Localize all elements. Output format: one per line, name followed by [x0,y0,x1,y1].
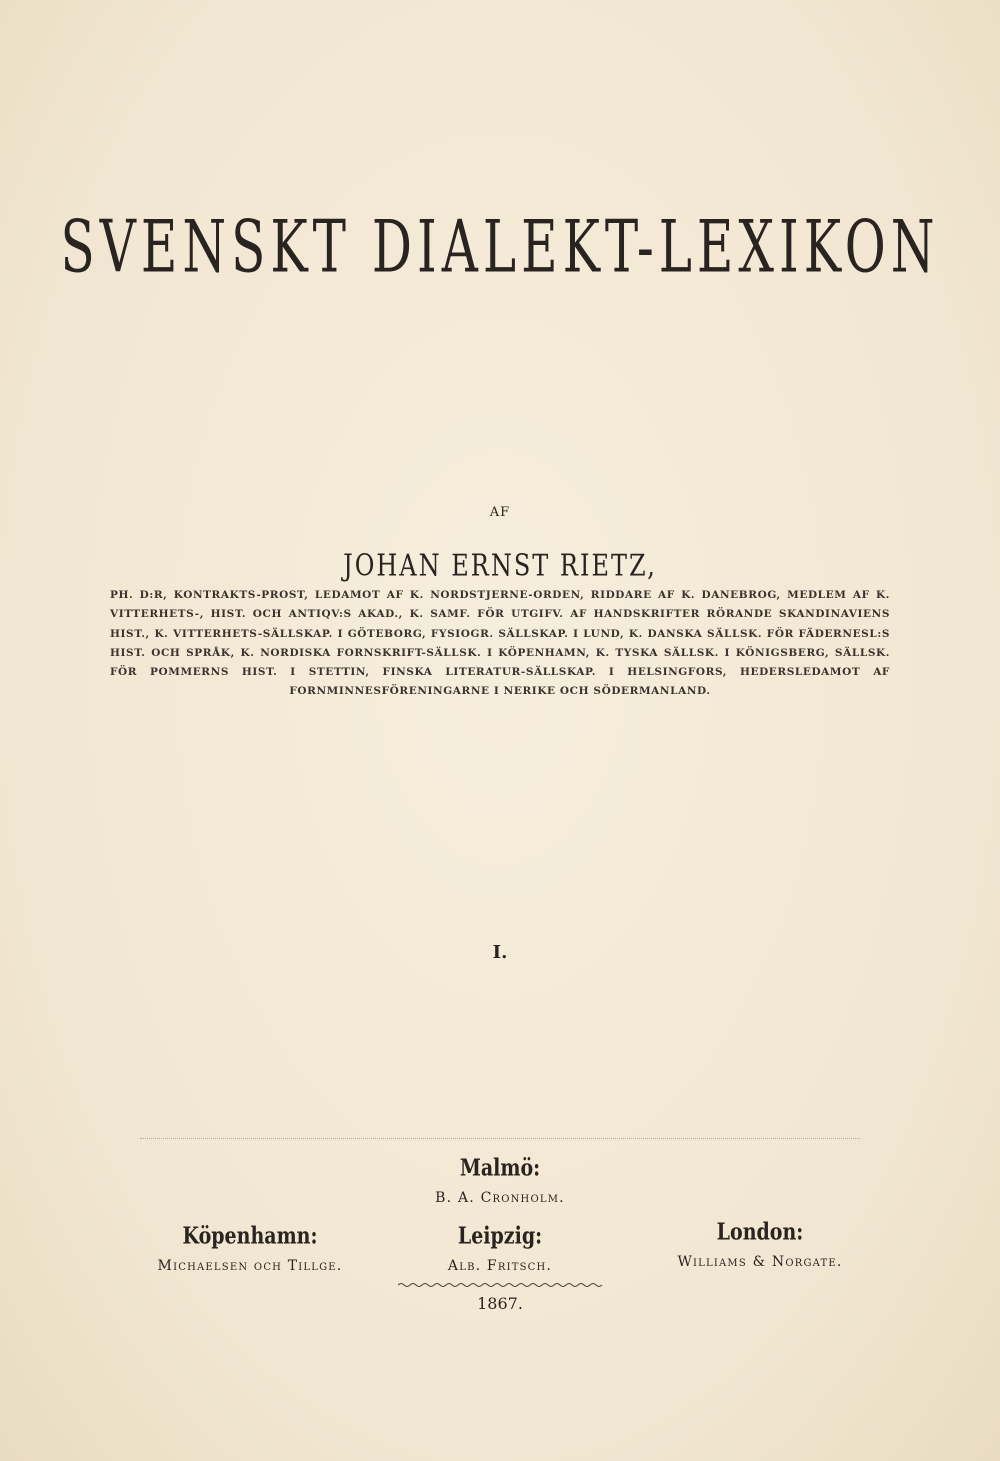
publisher-city-london: London: [716,1218,804,1246]
publisher-city-malmo: Malmö: [459,1154,541,1182]
publisher-name-kopenhamn: Michaelsen och Tillge. [157,1258,343,1274]
by-label: AF [489,505,511,520]
author-name: JOHAN ERNST RIETZ, [343,548,657,583]
book-title: SVENSKT DIALEKT-LEXIKON [60,205,940,290]
wavy-rule [398,1282,604,1288]
author-credentials: PH. D:R, KONTRAKTS-PROST, LEDAMOT AF K. NORDSTJERNE-ORDEN, RIDDARE AF K. DANEBROG, MEDLEM AF K. VITTERHETS-, HIST. OCH ANTIQV:S AKAD., K. SAMF. FÖR UTGIFV. AF HANDSKRIFTER RÖRANDE SKANDINAVIENS HIST., K. VITTERHETS-SÄLLSKAP. I GÖTEBORG, FYSIOGR. SÄLLSKAP. I LUND, K. DANSKA SÄLLSK. FÖR FÄDERNESL:S HIST. OCH SPRÅK, K. NORDISKA FORNSKRIFT-SÄLLSK. I KÖPENHAMN, K. TYSKA SÄLLSK. I KÖNIGSBERG, SÄLLSK. FÖR POMMERNS HIST. I STETTIN, FINSKA LITERATUR-SÄLLSKAP. I HELSINGFORS, HEDERSLEDAMOT AF FORNMINNESFÖRENINGARNE I NERIKE OCH SÖDERMANLAND. [110,589,890,698]
publisher-city-leipzig: Leipzig: [457,1222,543,1250]
publisher-name-leipzig: Alb. Fritsch. [447,1258,553,1274]
publisher-name-malmo: B. A. Cronholm. [435,1190,565,1206]
imprint-divider [140,1138,860,1139]
volume-number: I. [492,942,508,963]
publisher-name-london: Williams & Norgate. [677,1254,843,1270]
publisher-city-kopenhamn: Köpenhamn: [182,1222,318,1250]
publication-year: 1867. [477,1294,523,1313]
